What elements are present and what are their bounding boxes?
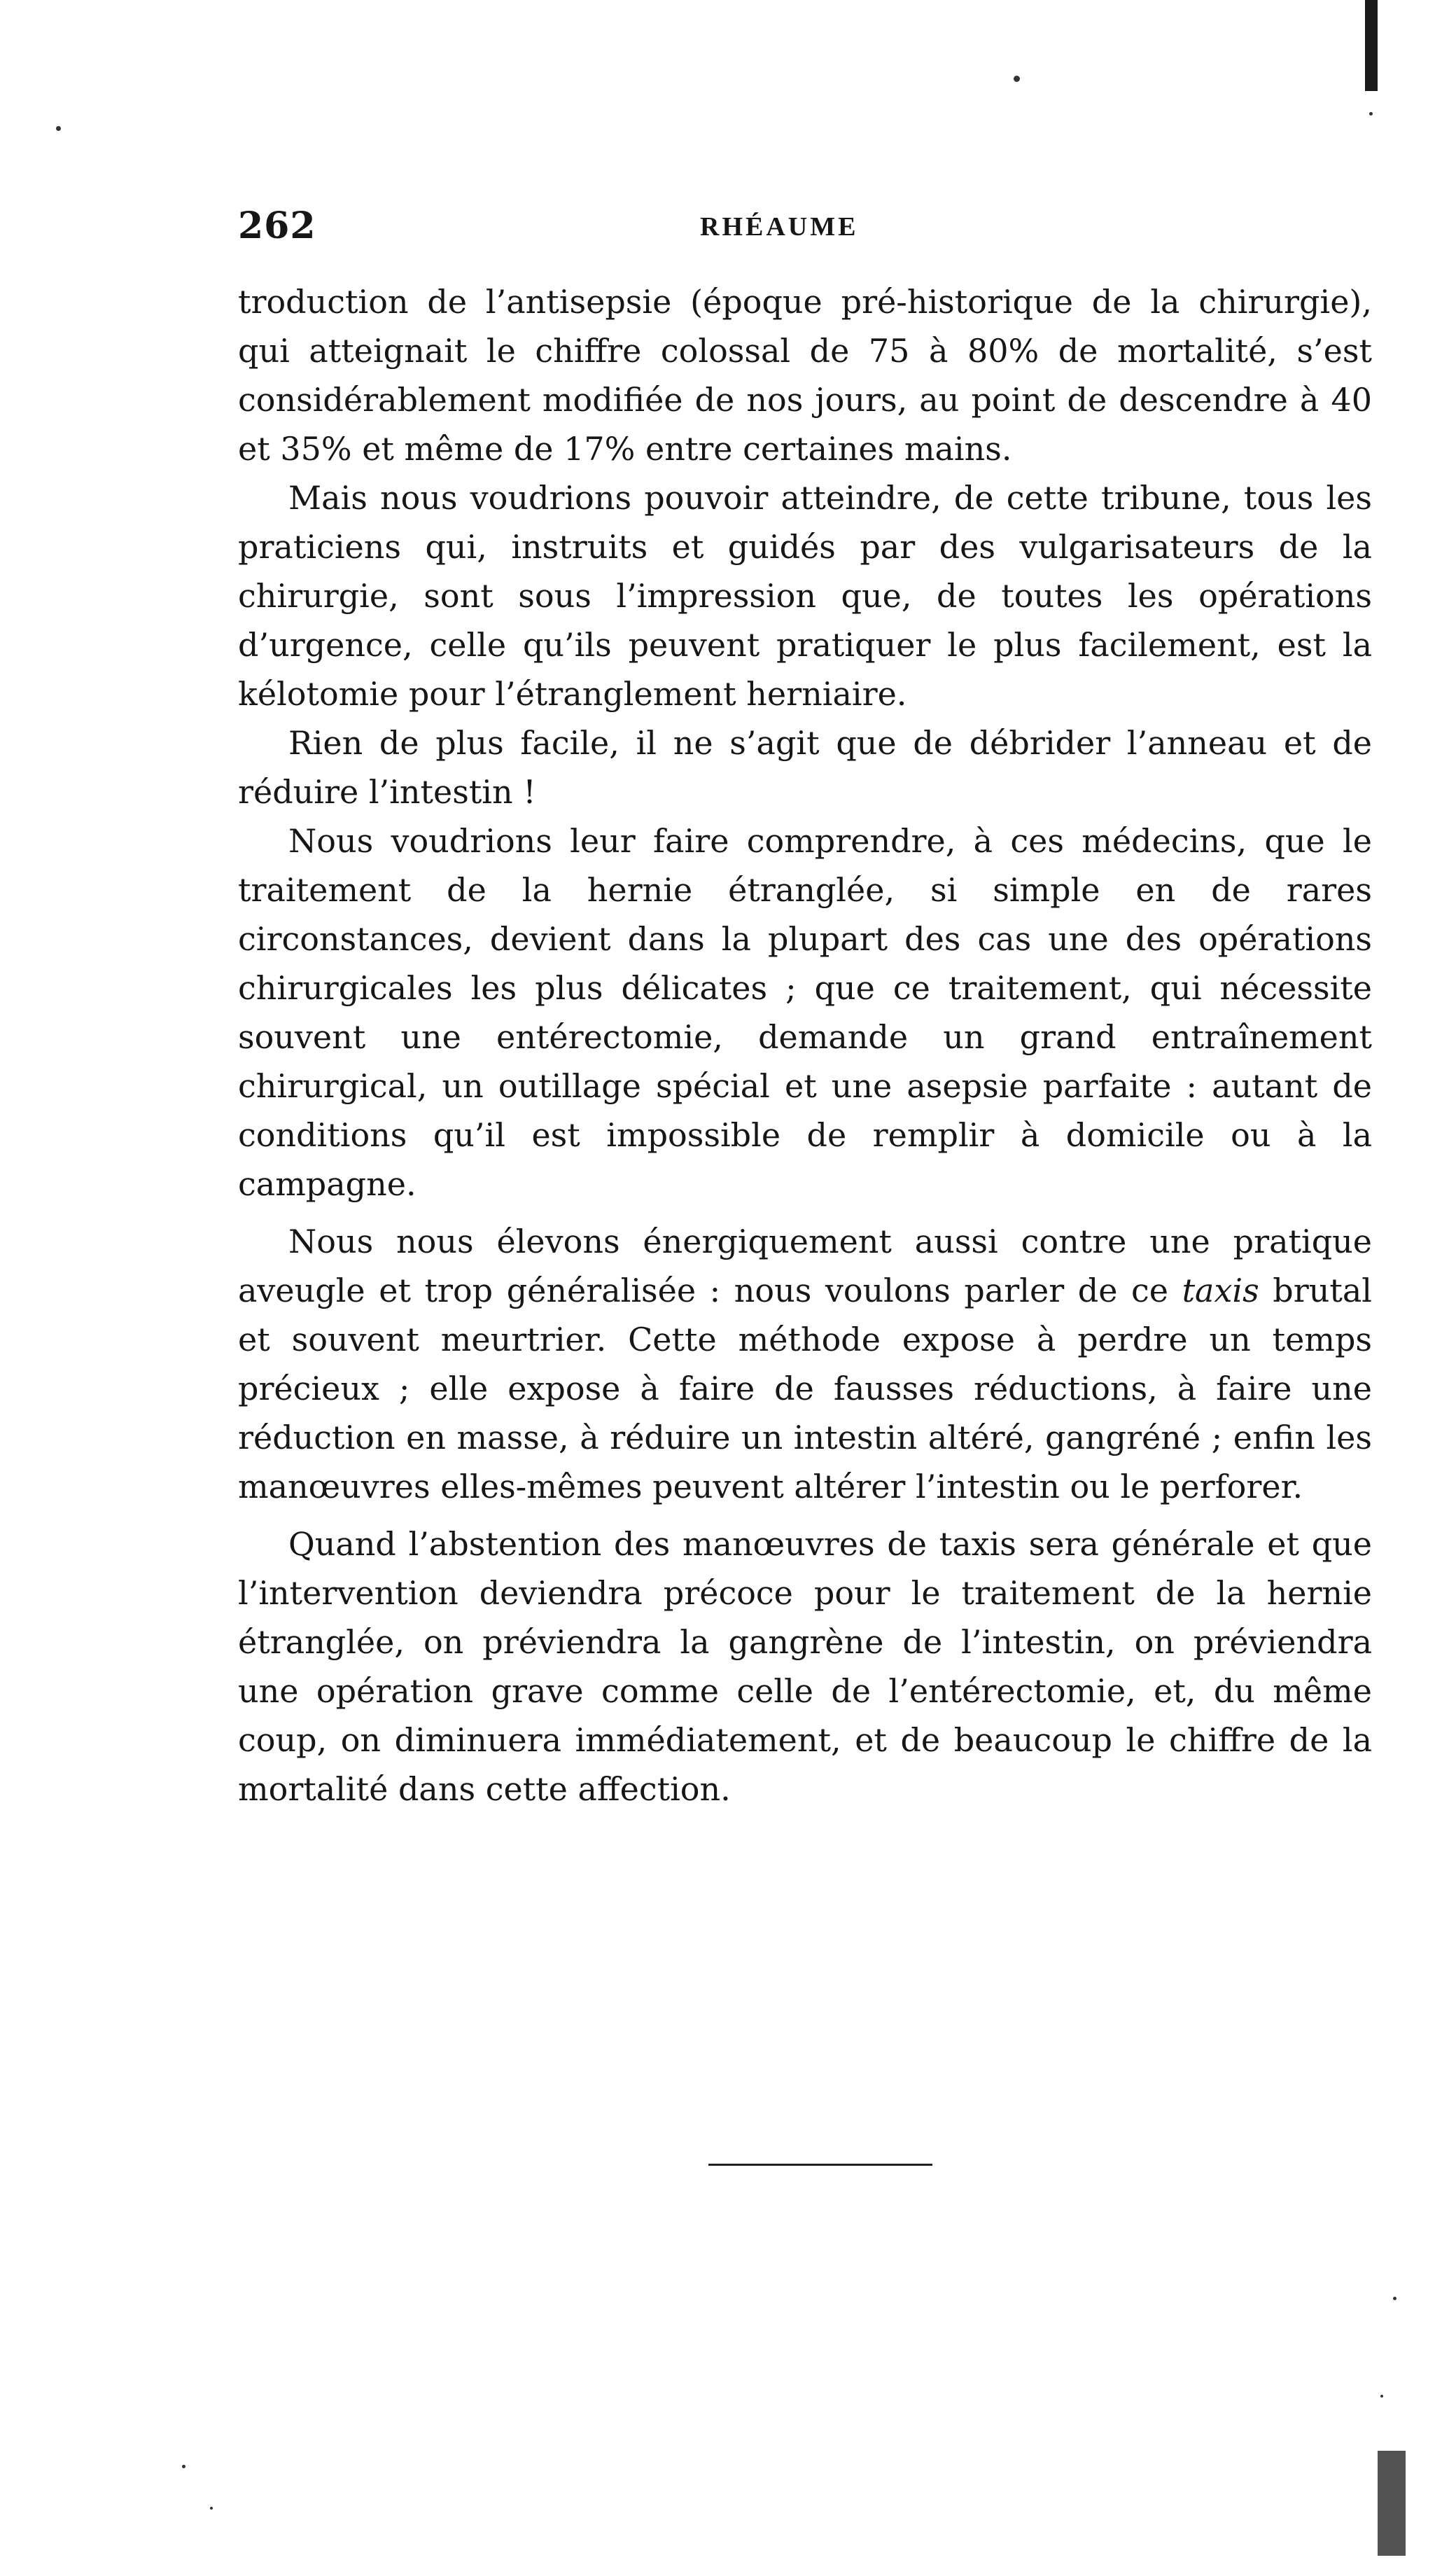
scan-speck: [210, 2507, 213, 2510]
scan-speck: [1393, 2297, 1396, 2300]
page-header: [238, 204, 1372, 253]
paragraph: Mais nous voudrions pouvoir atteindre, de cette tribune, tous les praticiens qui, instruits et guidés par des vulgarisateurs de la chirurgie, sont sous l’impression que, de toutes les opérations d’urgence, celle qu’ils peuvent pratiquer le plus facilement, est la kélotomie pour l’étranglement herniaire.: [238, 479, 1372, 713]
paragraph: Nous voudrions leur faire comprendre, à ces médecins, que le traitement de la hernie étranglée, si simple en de rares circonstances, devient dans la plupart des cas une des opérations chirurgicales les plus délicates ; que ce traitement, qui nécessite souvent une entérectomie, demande un grand entraînement chirurgical, un outillage spécial et une asepsie parfaite : autant de conditions qu’il est impossible de remplir à domicile ou à la campagne.: [238, 822, 1372, 1203]
scan-speck: [1014, 76, 1020, 82]
scan-edge-mark: [1378, 2451, 1406, 2556]
body-text: [238, 277, 1372, 1814]
running-head: RHÉAUME: [700, 212, 859, 242]
paragraph-text-end: brutal et souvent meurtrier. Cette méthode expose à perdre un temps précieux ; elle expose à faire de fausses réductions, à faire une réduction en masse, à réduire un intestin altéré, gangréné ; enfin les manœuvres elles-mêmes peuvent altérer l’intestin ou le perforer.: [238, 1272, 1372, 1505]
paragraph-with-italic: [238, 1217, 1372, 1511]
paragraph: Quand l’abstention des manœuvres de taxis sera générale et que l’intervention deviendra précoce pour le traitement de la hernie étranglée, on préviendra la gangrène de l’intestin, on préviendra une opération grave comme celle de l’entérectomie, et, du même coup, on diminuera immédiatement, et de beaucoup le chiffre de la mortalité dans cette affection.: [238, 1525, 1372, 1808]
page-number: 262: [238, 204, 316, 247]
scan-edge-mark: [1365, 0, 1378, 91]
scan-speck: [1369, 112, 1373, 116]
scan-speck: [56, 126, 61, 131]
scan-speck: [182, 2465, 186, 2468]
paragraph: troduction de l’antisepsie (époque pré-historique de la chirurgie), qui atteignait le chiffre colossal de 75 à 80% de mortalité, s’est considérablement modifiée de nos jours, au point de descendre à 40 et 35% et même de 17% entre certaines mains.: [238, 283, 1372, 468]
italic-term: taxis: [1182, 1272, 1259, 1309]
scan-speck: [1380, 2395, 1383, 2398]
paragraph-text-start: Nous nous élevons énergiquement aussi contre une pratique aveugle et trop généralisée : nous voulons parler de ce: [238, 1223, 1372, 1309]
end-rule: [708, 2164, 932, 2166]
paragraph: Rien de plus facile, il ne s’agit que de débrider l’anneau et de réduire l’intestin !: [238, 724, 1372, 811]
